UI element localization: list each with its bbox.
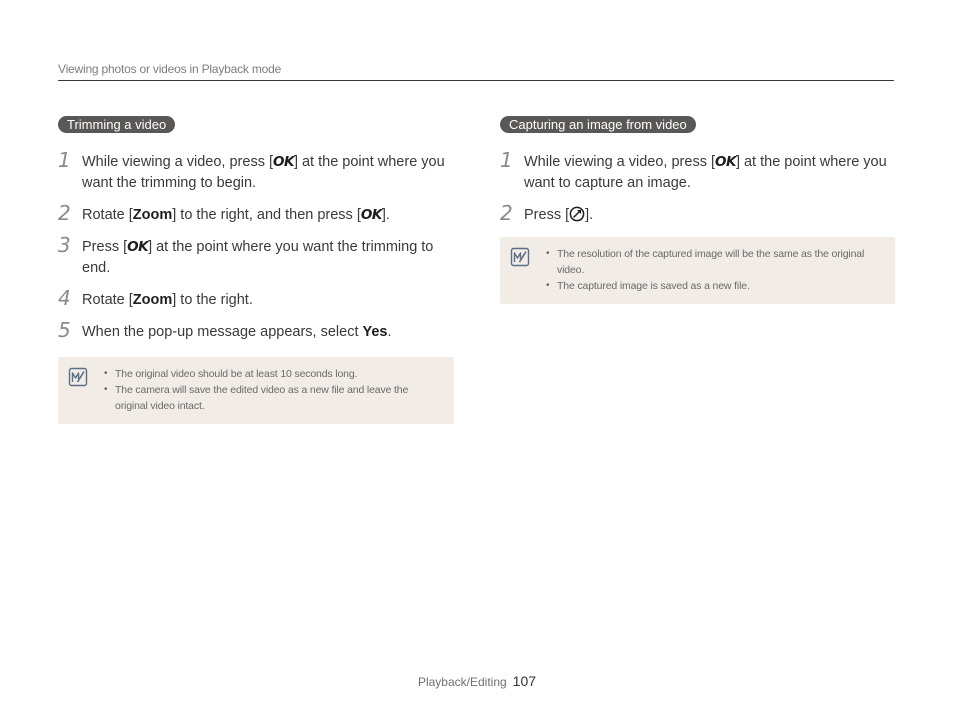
zoom-keyword: Zoom [132, 207, 173, 223]
memo-note-icon [58, 366, 98, 414]
section-title-capture: Capturing an image from video [500, 116, 696, 133]
page-footer [0, 673, 954, 689]
capture-steps [500, 148, 895, 226]
step-item [58, 148, 454, 194]
step-item [500, 201, 895, 226]
step-number: 4 [58, 286, 71, 310]
trimming-section [58, 116, 454, 424]
note-item: • The original video should be at least 10 seconds long. [98, 366, 434, 382]
header-title: Viewing photos or videos in Playback mode [58, 62, 282, 76]
page-number: 107 [512, 673, 537, 689]
step-item [58, 233, 454, 279]
ok-button-glyph: OK [273, 154, 294, 170]
note-box [58, 357, 454, 424]
zoom-keyword: Zoom [132, 292, 173, 308]
step-number: 1 [58, 148, 71, 172]
trimming-steps [58, 148, 454, 343]
step-text: While viewing a video, press [OK] at the point where you want to capture an image. [524, 154, 887, 191]
step-item [58, 318, 454, 343]
step-number: 2 [500, 201, 513, 225]
step-number: 5 [58, 318, 71, 342]
step-number: 2 [58, 201, 71, 225]
capture-section [500, 116, 895, 304]
note-item: • The resolution of the captured image will be the same as the original video. [540, 246, 875, 278]
note-list [98, 366, 454, 414]
note-list [540, 246, 895, 294]
step-number: 1 [500, 148, 513, 172]
step-text: Press [OK] at the point where you want the trimming to end. [82, 239, 434, 276]
ok-button-glyph: OK [360, 207, 382, 223]
step-number: 3 [58, 233, 71, 257]
ok-button-glyph: OK [715, 154, 736, 170]
capture-button-icon [569, 206, 585, 222]
footer-section: Playback/Editing [417, 675, 507, 689]
page-header [58, 62, 894, 81]
memo-note-icon [500, 246, 540, 294]
step-text: When the pop-up message appears, select Yes. [82, 324, 392, 340]
ok-button-glyph: OK [127, 239, 149, 255]
note-item: • The captured image is saved as a new file. [540, 278, 875, 294]
section-title-trimming: Trimming a video [58, 116, 175, 133]
step-item [58, 201, 454, 226]
yes-keyword: Yes [362, 324, 388, 340]
step-item [500, 148, 895, 194]
step-text: Press [ ]. [524, 207, 594, 223]
step-item [58, 286, 454, 311]
step-text: While viewing a video, press [OK] at the point where you want the trimming to begin. [82, 154, 445, 191]
step-text: Rotate [Zoom] to the right, and then press [OK]. [82, 205, 390, 226]
note-item: • The camera will save the edited video as a new file and leave the original video intact. [98, 382, 434, 414]
note-box [500, 237, 895, 304]
step-text: Rotate [Zoom] to the right. [82, 292, 253, 308]
